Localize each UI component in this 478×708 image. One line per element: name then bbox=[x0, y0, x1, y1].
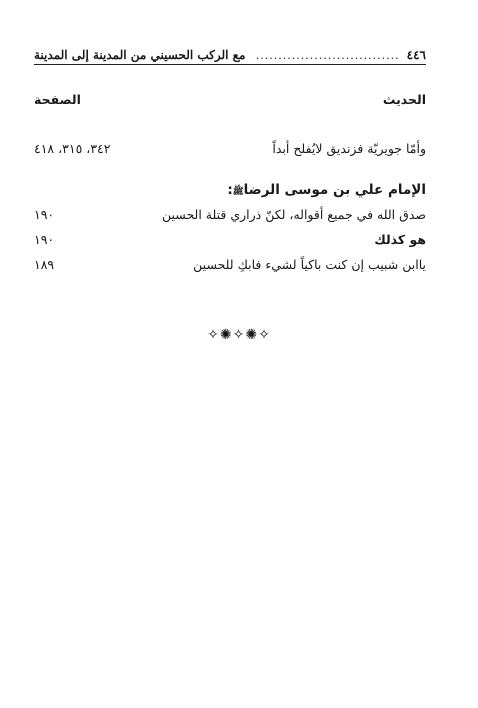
entry-text: ياابن شبيب إن كنت باكياً لشيء فابكِ للحسين bbox=[193, 257, 426, 272]
index-entry bbox=[34, 141, 426, 156]
entry-pages: ٣٤٢، ٣١٥، ٤١٨ bbox=[34, 141, 111, 156]
entry-pages: ١٩٠ bbox=[34, 232, 55, 247]
entry-pages: ١٩٠ bbox=[34, 207, 55, 222]
hadith-column-heading: الحديث bbox=[382, 92, 426, 107]
column-headings bbox=[34, 92, 426, 110]
entry-text: صدق الله في جميع أقواله، لكنّ ذراري قتلة الحسين bbox=[162, 207, 426, 222]
header-leader-dots: ................................ bbox=[255, 49, 400, 62]
header-rule bbox=[34, 64, 426, 65]
index-entry bbox=[34, 257, 426, 272]
ornament-divider: ✧✺✧✺✧ bbox=[207, 327, 271, 343]
entry-pages: ١٨٩ bbox=[34, 257, 55, 272]
section-colon: : bbox=[227, 182, 233, 198]
page-number: ٤٤٦ bbox=[406, 48, 426, 62]
honorific-glyph: ﷺ bbox=[232, 187, 244, 197]
section-title-text: الإمام علي بن موسى الرضا bbox=[243, 182, 426, 198]
entry-text: وأمّا جويريّة فزنديق لايُفلح أبداً bbox=[272, 141, 426, 156]
index-entry bbox=[34, 207, 426, 222]
page-column-heading: الصفحة bbox=[34, 92, 81, 107]
running-title: مع الركب الحسيني من المدينة إلى المدينة bbox=[34, 48, 246, 62]
section-heading bbox=[227, 182, 426, 199]
running-header bbox=[34, 42, 426, 62]
index-entry bbox=[34, 232, 426, 247]
entry-text: هو كذلك bbox=[374, 232, 426, 247]
